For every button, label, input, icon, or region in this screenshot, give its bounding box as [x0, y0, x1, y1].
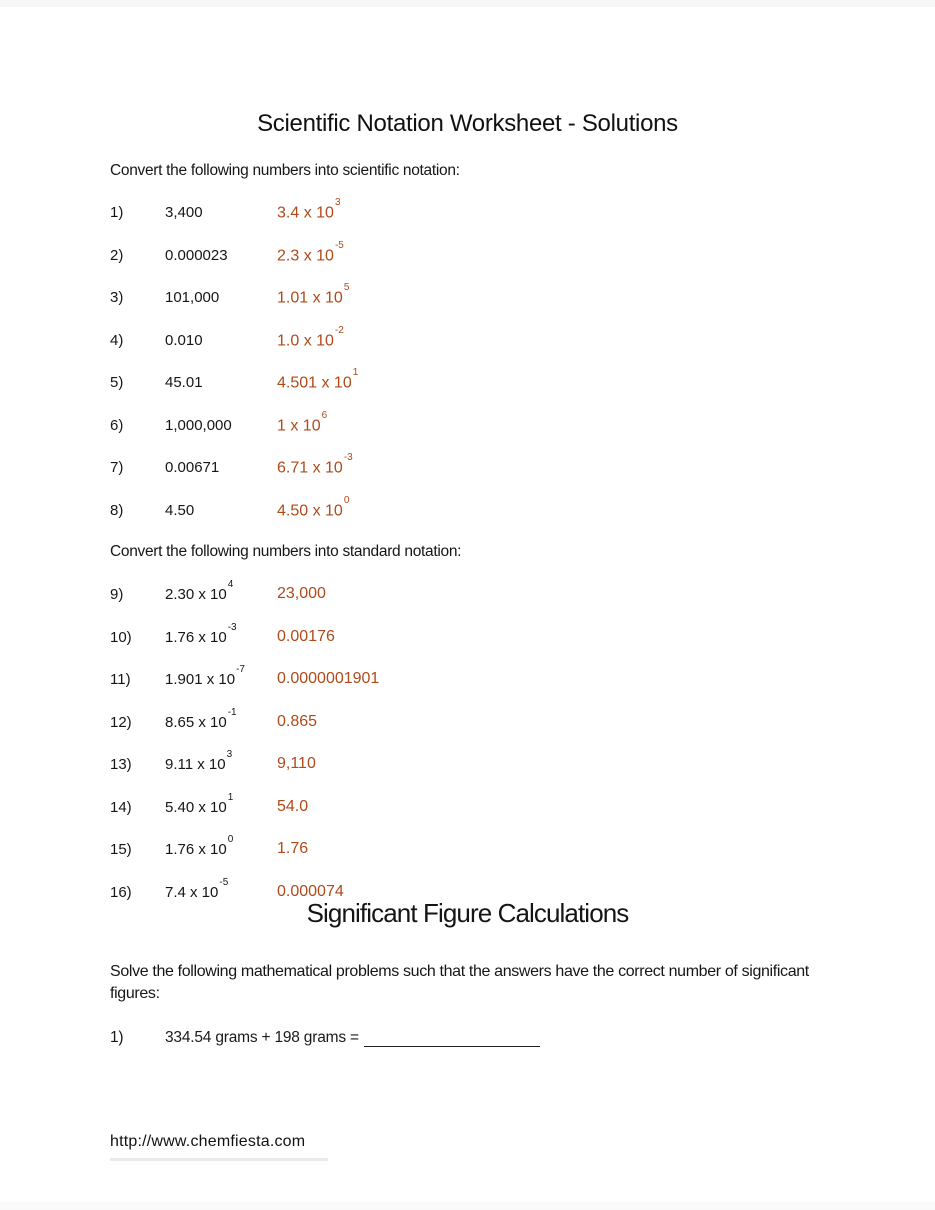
problem-row-9 [110, 579, 379, 629]
answer-exponent: -2 [334, 324, 344, 336]
problem-number: 2) [110, 246, 124, 264]
given-base: 5.40 x 10 [165, 798, 227, 816]
problem-answer: 0.000074 [277, 882, 344, 900]
answer-base: 4.501 x 10 [277, 374, 352, 392]
answer-base: 1.0 x 10 [277, 331, 334, 349]
problem-given [165, 834, 277, 858]
problem-row-14 [110, 791, 379, 842]
problem-answer [277, 452, 353, 477]
given-base: 8.65 x 10 [165, 713, 227, 731]
problem-number: 7) [110, 459, 124, 476]
answer-base: 1.01 x 10 [277, 289, 343, 307]
given-exponent: -7 [236, 664, 245, 675]
given-base: 9.11 x 10 [165, 756, 226, 773]
problem-answer: 1.76 [277, 840, 309, 857]
standard-problem-list [110, 579, 380, 926]
problem-given: 3,400 [165, 204, 203, 221]
answer-exponent: 6 [321, 409, 328, 421]
problem-row-3 [110, 282, 358, 332]
answer-exponent: 5 [343, 282, 350, 293]
answer-base: 6.71 x 10 [277, 459, 343, 477]
sigfig-section-heading: Significant Figure Calculations [306, 898, 629, 928]
problem-given: 0.000023 [165, 246, 228, 264]
answer-exponent: 0 [343, 494, 350, 506]
answer-blank-line [364, 1031, 540, 1047]
problem-row-7 [110, 452, 358, 502]
page-title: Scientific Notation Worksheet - Solutions [257, 110, 678, 137]
answer-exponent: -5 [334, 239, 344, 251]
answer-base: 3.4 x 10 [277, 204, 334, 222]
problem-answer: 9,110 [277, 755, 316, 772]
problem-row-13 [110, 749, 379, 799]
problem-number: 5) [110, 374, 124, 391]
problem-expression: 334.54 grams + 198 grams = [165, 1029, 359, 1046]
problem-number: 9) [110, 586, 124, 603]
problem-given [165, 706, 277, 731]
given-exponent: 4 [227, 579, 234, 590]
problem-number: 6) [110, 416, 124, 434]
scan-artifact-line [110, 1158, 328, 1161]
problem-answer: 0.865 [277, 712, 318, 730]
problem-row-4 [110, 324, 358, 375]
problem-row-11 [110, 664, 380, 714]
problem-row-2 [110, 239, 358, 290]
problem-row-1 [110, 197, 358, 247]
problem-answer [277, 494, 350, 519]
problem-row-15 [110, 834, 379, 884]
standard-section-instruction: Convert the following numbers into standard notation: [110, 543, 462, 560]
problem-answer [277, 324, 344, 349]
problem-number: 1) [110, 1029, 124, 1046]
problem-answer [277, 409, 328, 434]
answer-base: 4.50 x 10 [277, 501, 343, 519]
answer-base: 2.3 x 10 [277, 246, 334, 264]
given-exponent: -3 [227, 621, 237, 633]
problem-given: 0.00671 [165, 459, 220, 476]
given-exponent: 0 [227, 834, 234, 845]
given-exponent: 1 [227, 791, 234, 803]
given-exponent: 3 [226, 749, 233, 760]
problem-given [165, 664, 277, 688]
problem-row-12 [110, 706, 379, 757]
problem-number: 1) [110, 204, 124, 221]
problem-given: 101,000 [165, 289, 220, 306]
problem-given: 1,000,000 [165, 416, 232, 434]
problem-answer: 54.0 [277, 797, 309, 815]
footer-url: http://www.chemfiesta.com [110, 1133, 306, 1150]
given-base: 2.30 x 10 [165, 586, 227, 603]
sigfig-section-instruction: Solve the following mathematical problems such that the answers have the correct number of significant figures: [110, 963, 809, 1002]
problem-answer: 0.0000001901 [277, 670, 380, 687]
problem-number: 3) [110, 289, 124, 306]
problem-given: 0.010 [165, 331, 203, 349]
answer-exponent: -3 [343, 452, 353, 463]
given-base: 7.4 x 10 [165, 883, 219, 901]
problem-answer [277, 197, 341, 222]
problem-given: 45.01 [165, 374, 203, 391]
problem-answer [277, 282, 350, 307]
answer-exponent: 1 [352, 367, 359, 378]
problem-number: 11) [110, 671, 131, 688]
problem-answer: 0.00176 [277, 627, 335, 645]
problem-given [165, 579, 277, 603]
problem-given [165, 621, 277, 646]
problem-answer: 23,000 [277, 585, 326, 602]
problem-answer [277, 367, 359, 392]
given-base: 1.76 x 10 [165, 628, 227, 646]
problem-given: 4.50 [165, 501, 195, 519]
scan-edge-bottom [0, 1202, 935, 1210]
given-base: 1.76 x 10 [165, 841, 227, 858]
problem-row-6 [110, 409, 358, 460]
problem-number: 13) [110, 756, 132, 773]
problem-row-8 [110, 494, 358, 545]
answer-exponent: 3 [334, 197, 341, 208]
problem-given [165, 791, 277, 816]
sigfig-problem-row-1 [110, 1029, 540, 1047]
problem-number: 4) [110, 331, 124, 349]
answer-base: 1 x 10 [277, 416, 321, 434]
given-exponent: -1 [227, 706, 237, 718]
problem-number: 12) [110, 713, 132, 731]
problem-number: 8) [110, 501, 124, 519]
scientific-problem-list [110, 197, 359, 544]
scientific-section-instruction: Convert the following numbers into scientific notation: [110, 162, 460, 179]
problem-given [165, 749, 277, 773]
given-exponent: -5 [219, 876, 229, 888]
problem-answer [277, 239, 344, 264]
problem-number: 16) [110, 883, 132, 901]
problem-number: 10) [110, 628, 132, 646]
problem-number: 15) [110, 841, 132, 858]
problem-number: 14) [110, 798, 132, 816]
scan-edge-top [0, 0, 935, 7]
given-base: 1.901 x 10 [165, 671, 236, 688]
